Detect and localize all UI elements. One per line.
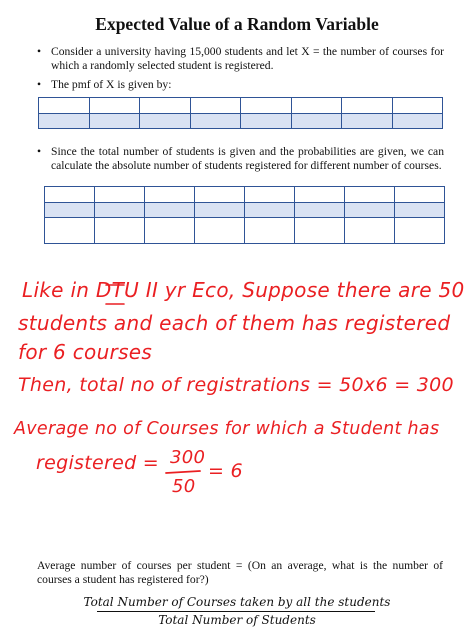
bullet-icon: • <box>37 145 42 158</box>
bullet-text: The pmf of X is given by: <box>51 78 172 91</box>
formula-fraction-line <box>97 611 375 612</box>
formula-numerator: Total Number of Courses taken by all the students <box>83 595 391 609</box>
handwritten-line-5: Average no of Courses for which a Student has <box>14 419 440 439</box>
bullet-text: Since the total number of students is given and the probabilities are given, we can calculate the absolute number of students registered for different number of courses. <box>51 145 444 172</box>
page-title: Expected Value of a Random Variable <box>95 14 379 34</box>
handwritten-line-6: registered = <box>36 452 159 474</box>
handwritten-line-4: Then, total no of registrations = 50x6 = 300 <box>18 374 454 396</box>
handwritten-fraction-denominator: 50 <box>172 476 196 497</box>
handwritten-fraction-result: = 6 <box>208 460 243 482</box>
fraction-bar <box>166 471 200 473</box>
formula-denominator: Total Number of Students <box>158 613 316 627</box>
handwritten-fraction-numerator: 300 <box>170 447 206 468</box>
average-courses-text: Average number of courses per student = (On an average, what is the number of courses a student has registered for?) <box>37 559 443 586</box>
bullet-icon: • <box>37 45 42 58</box>
handwritten-line-2: students and each of them has registered <box>18 311 451 335</box>
handwritten-line-3: for 6 courses <box>18 340 153 364</box>
bullet-text: Consider a university having 15,000 students and let X = the number of courses for which a randomly selected student is registered. <box>51 45 444 72</box>
handwritten-line-1: Like in DTU II yr Eco, Suppose there are 50 <box>22 278 465 302</box>
bullet-icon: • <box>37 78 42 91</box>
